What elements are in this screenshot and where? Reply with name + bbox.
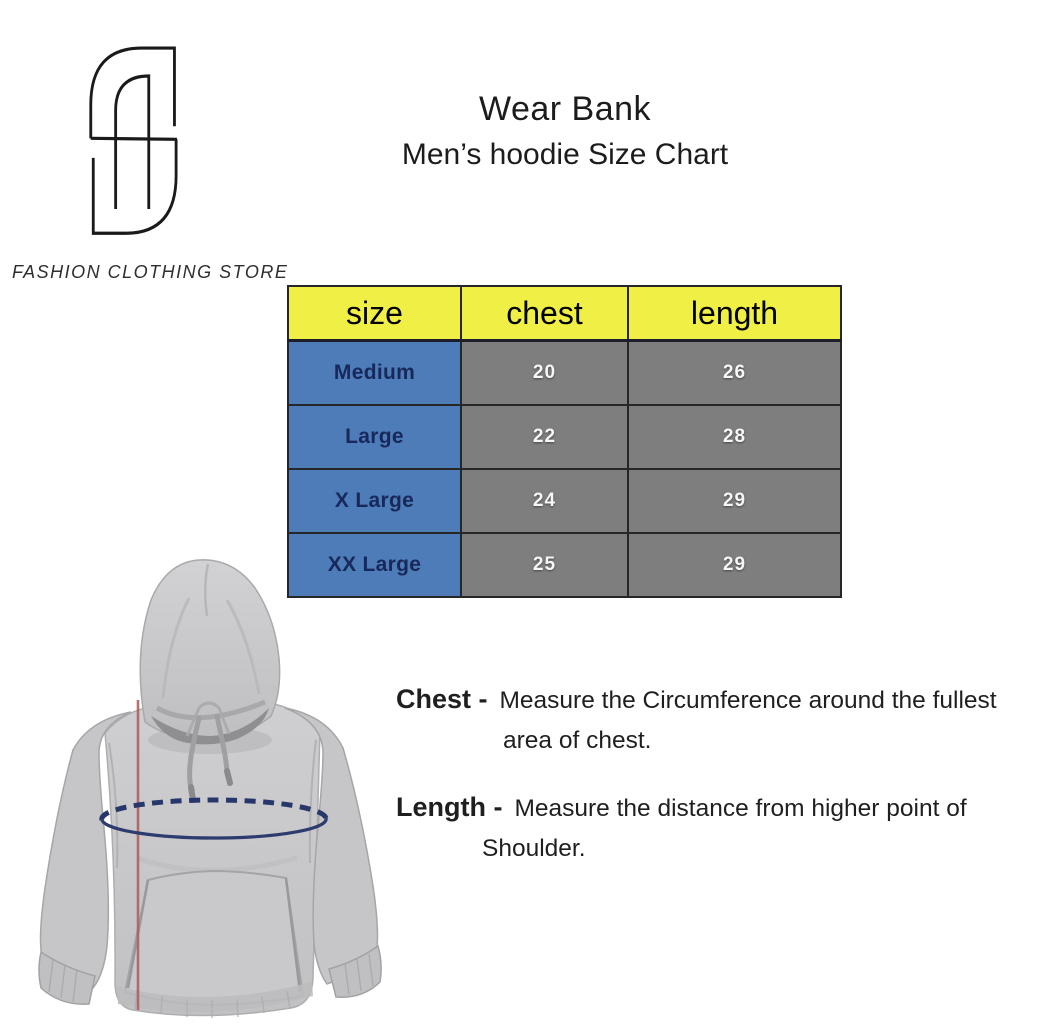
chest-note-text: Measure the Circumference around the fullest [499, 687, 997, 714]
chest-note-label: Chest - [396, 684, 488, 714]
length-note-line1 [396, 792, 1050, 824]
length-note-line2: Shoulder. [482, 835, 586, 862]
col-header-chest: chest [461, 286, 628, 341]
chest-cell: 22 [461, 405, 628, 469]
page-title-block [320, 90, 810, 172]
table-header-row [288, 286, 841, 341]
table-row [288, 341, 841, 406]
chest-note-line1 [396, 684, 1050, 716]
size-cell: Medium [288, 341, 461, 406]
page-title: Wear Bank [478, 90, 652, 128]
length-cell: 28 [628, 405, 841, 469]
drawstring-aglet [227, 771, 230, 783]
hoodie-pocket [125, 871, 303, 1005]
length-note [396, 792, 1050, 864]
brand-logo-icon [80, 36, 196, 250]
brand-tagline: FASHION CLOTHING STORE [12, 262, 289, 282]
chest-note [396, 684, 1050, 756]
logo-stroke-bottom [93, 139, 176, 233]
size-chart-table [287, 285, 842, 598]
size-cell: Large [288, 405, 461, 469]
page-subtitle: Men’s hoodie Size Chart [401, 138, 729, 171]
chest-cell: 20 [461, 341, 628, 406]
measurement-notes [396, 684, 1050, 864]
col-header-length: length [628, 286, 841, 341]
chest-cell: 24 [461, 469, 628, 533]
logo-stroke-mid [91, 138, 177, 139]
chest-note-line2: area of chest. [503, 727, 652, 754]
col-header-size: size [288, 286, 461, 341]
length-cell: 26 [628, 341, 841, 406]
chest-cell: 25 [461, 533, 628, 597]
size-cell: X Large [288, 469, 461, 533]
logo-stroke-inner [116, 76, 149, 209]
table-row [288, 469, 841, 533]
logo-stroke-top [91, 48, 175, 138]
hoodie-figure [27, 558, 397, 1036]
size-cell: XX Large [288, 533, 461, 597]
length-note-text: Measure the distance from higher point of [514, 795, 967, 822]
length-cell: 29 [628, 533, 841, 597]
length-note-label: Length - [396, 792, 503, 822]
table-row [288, 405, 841, 469]
length-cell: 29 [628, 469, 841, 533]
